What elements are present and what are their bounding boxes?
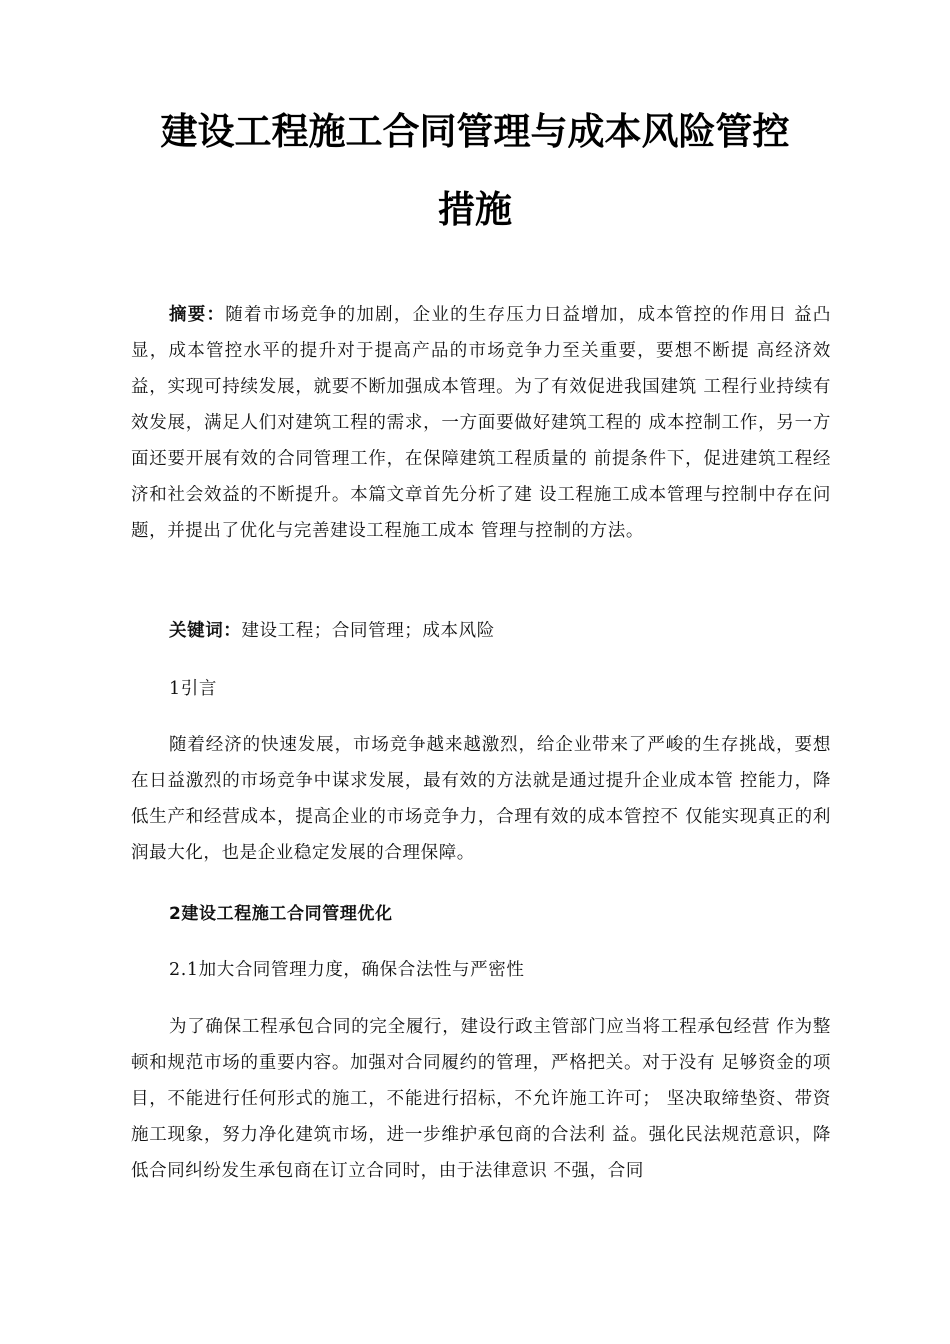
keywords-line <box>169 613 495 649</box>
section-1-heading: 1引言 <box>169 679 217 699</box>
section-2-1-subheading: 2.1加大合同管理力度，确保合法性与严密性 <box>169 960 525 980</box>
section-1-paragraph: 随着经济的快速发展，市场竞争越来越激烈，给企业带来了严峻的生存挑战，要想在日益激烈的市场竞争中谋求发展，最有效的方法就是通过提升企业成本管 控能力，降低生产和经营成本，提高企业的市场竞争力，合理有效的成本管控不 仅能实现真正的利润最大化，也是企业稳定发展的合理保障。 <box>131 735 831 863</box>
abstract-text: 随着市场竞争的加剧，企业的生存压力日益增加，成本管控的作用日 益凸显，成本管控水平的提升对于提高产品的市场竞争力至关重要，要想不断提 高经济效益，实现可持续发展，就要不断加强成本管理。为了有效促进我国建筑 工程行业持续有效发展，满足人们对建筑工程的需求，一方面要做好建筑工程的 成本控制工作，另一方面还要开展有效的合同管理工作，在保障建筑工程质量的 前提条件下，促进建筑工程经济和社会效益的不断提升。本篇文章首先分析了建 设工程施工成本管理与控制中存在问题，并提出了优化与完善建设工程施工成本 管理与控制的方法。 <box>131 305 831 541</box>
abstract-label: 摘要： <box>169 305 226 325</box>
section-2-heading: 2建设工程施工合同管理优化 <box>169 904 393 924</box>
keywords-text: 建设工程；合同管理；成本风险 <box>241 621 495 641</box>
keywords-label: 关键词： <box>169 621 242 641</box>
abstract-paragraph <box>131 297 831 549</box>
section-2-1-paragraph: 为了确保工程承包合同的完全履行，建设行政主管部门应当将工程承包经营 作为整顿和规范市场的重要内容。加强对合同履约的管理，严格把关。对于没有 足够资金的项目，不能进行任何形式的施工，不能进行招标，不允许施工许可； 坚决取缔垫资、带资施工现象，努力净化建筑市场，进一步维护承包商的合法利 益。强化民法规范意识，降低合同纠纷发生承包商在订立合同时，由于法律意识 不强，合同 <box>131 1017 831 1181</box>
document-title-line-2: 措施 <box>438 188 512 231</box>
document-title-line-1: 建设工程施工合同管理与成本风险管控 <box>160 110 790 153</box>
